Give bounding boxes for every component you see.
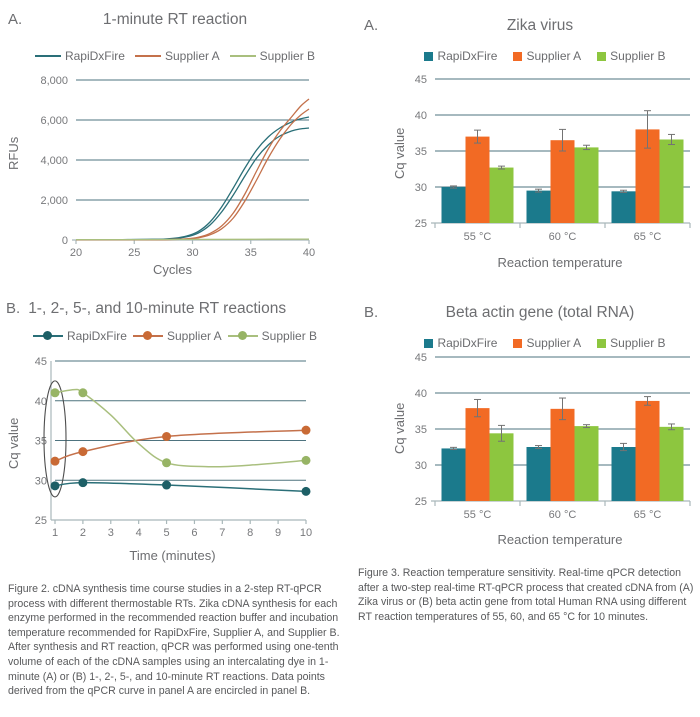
legend-label: RapiDxFire	[437, 336, 498, 350]
timecourse-header	[6, 300, 286, 318]
marker-rapidxfire-2	[162, 481, 171, 490]
bar-supplier-b-0	[490, 168, 514, 223]
bar-rapidxfire-0	[442, 448, 466, 501]
x-category-label: 55 °C	[463, 509, 492, 521]
x-category-label: 55 °C	[463, 231, 492, 243]
series-line-supplier-a-rep2	[76, 109, 309, 240]
legend-item-supplier-a	[513, 49, 581, 63]
legend-label: Supplier A	[166, 329, 222, 343]
amplification-chart-title-wrap	[0, 11, 350, 29]
marker-supplier-a-2	[162, 432, 171, 441]
legend-item-supplier-a	[135, 49, 220, 63]
error-bar-rapidxfire-2	[620, 190, 627, 192]
legend-swatch-icon	[513, 52, 522, 61]
legend-label: Supplier B	[259, 49, 316, 63]
legend-item-rapidxfire	[33, 329, 127, 343]
timecourse-y-axis-label: Cq value	[6, 417, 21, 469]
bar-rapidxfire-1	[527, 191, 551, 223]
panel-a-right-label: A.	[364, 17, 379, 34]
amplification-y-axis-label: RFUs	[6, 136, 21, 170]
legend-item-rapidxfire	[35, 49, 125, 63]
y-tick-label: 35	[34, 435, 47, 448]
timecourse-chart	[2, 347, 315, 552]
legend-swatch-icon	[424, 52, 433, 61]
legend-item-supplier-a	[133, 329, 222, 343]
beta-actin-chart-title: Beta actin gene (total RNA)	[445, 304, 635, 321]
x-tick-label: 8	[247, 527, 254, 539]
bar-supplier-b-2	[660, 427, 684, 501]
x-category-label: 60 °C	[548, 509, 577, 521]
y-tick-label: 8,000	[40, 75, 68, 87]
bar-rapidxfire-2	[612, 447, 636, 501]
x-tick-label: 4	[135, 527, 142, 539]
zika-chart-title: Zika virus	[506, 17, 574, 34]
bar-supplier-a-1	[551, 409, 575, 501]
legend-item-rapidxfire	[424, 49, 497, 63]
bar-supplier-a-0	[466, 408, 490, 501]
legend-swatch-icon	[35, 55, 61, 57]
legend-swatch-icon	[33, 331, 63, 341]
y-tick-label: 25	[414, 218, 427, 230]
x-tick-label: 10	[299, 527, 313, 539]
legend-label: Supplier B	[610, 49, 666, 63]
x-tick-label: 7	[219, 527, 226, 539]
x-tick-label: 3	[107, 527, 114, 539]
beta-actin-chart	[385, 346, 695, 531]
bar-supplier-b-1	[575, 147, 599, 223]
timecourse-legend	[10, 329, 340, 343]
x-tick-label: 20	[69, 247, 83, 259]
legend-swatch-icon	[133, 331, 163, 341]
marker-supplier-a-0	[51, 457, 60, 466]
y-tick-label: 45	[414, 352, 427, 364]
marker-supplier-b-2	[162, 458, 171, 467]
bar-supplier-a-0	[466, 137, 490, 223]
y-tick-label: 4,000	[40, 155, 68, 167]
legend-label: Supplier A	[164, 49, 220, 63]
series-line-rapidxfire	[55, 483, 306, 492]
legend-item-supplier-b	[597, 49, 665, 63]
x-tick-label: 35	[244, 247, 257, 259]
legend-label: RapiDxFire	[437, 49, 498, 63]
series-line-rapidxfire-rep1	[76, 117, 309, 240]
legend-item-supplier-b	[230, 49, 315, 63]
bar-rapidxfire-2	[612, 191, 636, 223]
zika-legend	[390, 49, 700, 63]
timecourse-x-axis-label: Time (minutes)	[129, 548, 216, 563]
y-tick-label: 0	[61, 235, 68, 247]
marker-supplier-a-3	[302, 426, 311, 435]
amplification-chart-title: 1-minute RT reaction	[102, 11, 248, 28]
amplification-x-axis-label: Cycles	[152, 262, 192, 277]
bar-supplier-b-2	[660, 139, 684, 223]
marker-supplier-b-3	[302, 456, 311, 465]
bar-rapidxfire-0	[442, 187, 466, 223]
error-bar-supplier-b-1	[583, 425, 590, 428]
legend-label: RapiDxFire	[64, 49, 125, 63]
bar-supplier-a-2	[636, 401, 660, 501]
legend-label: Supplier B	[261, 329, 318, 343]
panel-b-left-label: B.	[6, 300, 21, 317]
x-category-label: 65 °C	[633, 509, 662, 521]
zika-chart-title-wrap	[380, 17, 700, 35]
legend-label: Supplier A	[526, 49, 582, 63]
y-tick-label: 25	[34, 515, 47, 527]
zika-y-axis-label: Cq value	[392, 127, 407, 179]
y-tick-label: 2,000	[40, 195, 68, 207]
marker-rapidxfire-3	[302, 487, 311, 496]
figure3-caption: Figure 3. Reaction temperature sensitivity. Real-time qPCR detection after a two-step real-time RT-qPCR process that created cDNA from (A) Zika virus or (B) beta actin gene from total Human RNA using different RT reaction temperatures of 55, 60, and 65 °C for 10 minutes.	[358, 567, 694, 623]
x-tick-label: 1	[51, 527, 59, 539]
y-tick-label: 40	[414, 388, 427, 400]
legend-swatch-icon	[135, 55, 161, 57]
series-line-supplier-a	[55, 430, 306, 461]
amplification-chart	[30, 66, 315, 276]
marker-supplier-b-0	[51, 388, 60, 397]
legend-swatch-icon	[228, 331, 258, 341]
x-category-label: 60 °C	[548, 231, 577, 243]
y-tick-label: 40	[414, 110, 427, 122]
zika-x-axis-label: Reaction temperature	[497, 255, 623, 270]
legend-label: Supplier A	[526, 336, 582, 350]
x-tick-label: 9	[275, 527, 282, 539]
amplification-legend	[10, 49, 340, 63]
y-tick-label: 30	[414, 182, 427, 194]
beta-actin-chart-title-wrap	[380, 304, 700, 322]
zika-chart	[385, 68, 695, 253]
y-tick-label: 45	[414, 74, 427, 86]
x-tick-label: 6	[191, 527, 198, 539]
series-line-rapidxfire-rep2	[76, 128, 309, 240]
panel-b-right-label: B.	[364, 304, 379, 321]
marker-supplier-a-1	[78, 447, 87, 456]
bar-supplier-b-1	[575, 426, 599, 501]
legend-label: Supplier B	[610, 336, 666, 350]
y-tick-label: 35	[414, 424, 427, 436]
y-tick-label: 40	[34, 395, 47, 408]
y-tick-label: 45	[34, 356, 47, 368]
legend-label: RapiDxFire	[66, 329, 127, 343]
legend-swatch-icon	[597, 52, 606, 61]
marker-supplier-b-1	[78, 388, 87, 397]
x-tick-label: 30	[186, 247, 199, 259]
y-tick-label: 25	[414, 496, 427, 508]
x-tick-label: 5	[163, 527, 170, 539]
bar-supplier-b-0	[490, 433, 514, 501]
panel-a-left-label: A.	[8, 11, 23, 28]
legend-item-supplier-b	[228, 329, 317, 343]
y-tick-label: 6,000	[40, 115, 68, 127]
y-tick-label: 35	[414, 146, 427, 158]
y-tick-label: 30	[414, 460, 427, 472]
x-tick-label: 25	[128, 247, 141, 259]
x-category-label: 65 °C	[633, 231, 662, 243]
marker-rapidxfire-0	[51, 481, 60, 490]
x-tick-label: 40	[302, 247, 316, 259]
timecourse-chart-title: 1-, 2-, 5-, and 10-minute RT reactions	[28, 300, 287, 317]
beta-actin-y-axis-label: Cq value	[392, 402, 407, 454]
bar-rapidxfire-1	[527, 447, 551, 501]
series-line-supplier-b	[76, 239, 309, 240]
y-tick-label: 30	[34, 475, 47, 488]
x-tick-label: 2	[79, 527, 86, 539]
bar-supplier-a-1	[551, 140, 575, 223]
legend-swatch-icon	[230, 55, 256, 57]
encircled-points-annotation	[44, 381, 66, 497]
beta-actin-x-axis-label: Reaction temperature	[497, 532, 623, 547]
figure2-caption: Figure 2. cDNA synthesis time course studies in a 2-step RT-qPCR process with different thermostable RTs. Zika cDNA synthesis for each enzyme performed in the recommended reaction buffer and incubation temperature recommended for RapiDxFire, Supplier A, and Supplier B. After synthesis and RT reaction, qPCR was performed using one-tenth volume of each of the cDNA samples using an intercalating dye in 1-minute (A) or (B) 1-, 2-, 5-, and 10-minute RT reactions. Data points derived from the qPCR curve in panel A are encircled in panel B.	[8, 583, 340, 698]
marker-rapidxfire-1	[78, 478, 87, 487]
